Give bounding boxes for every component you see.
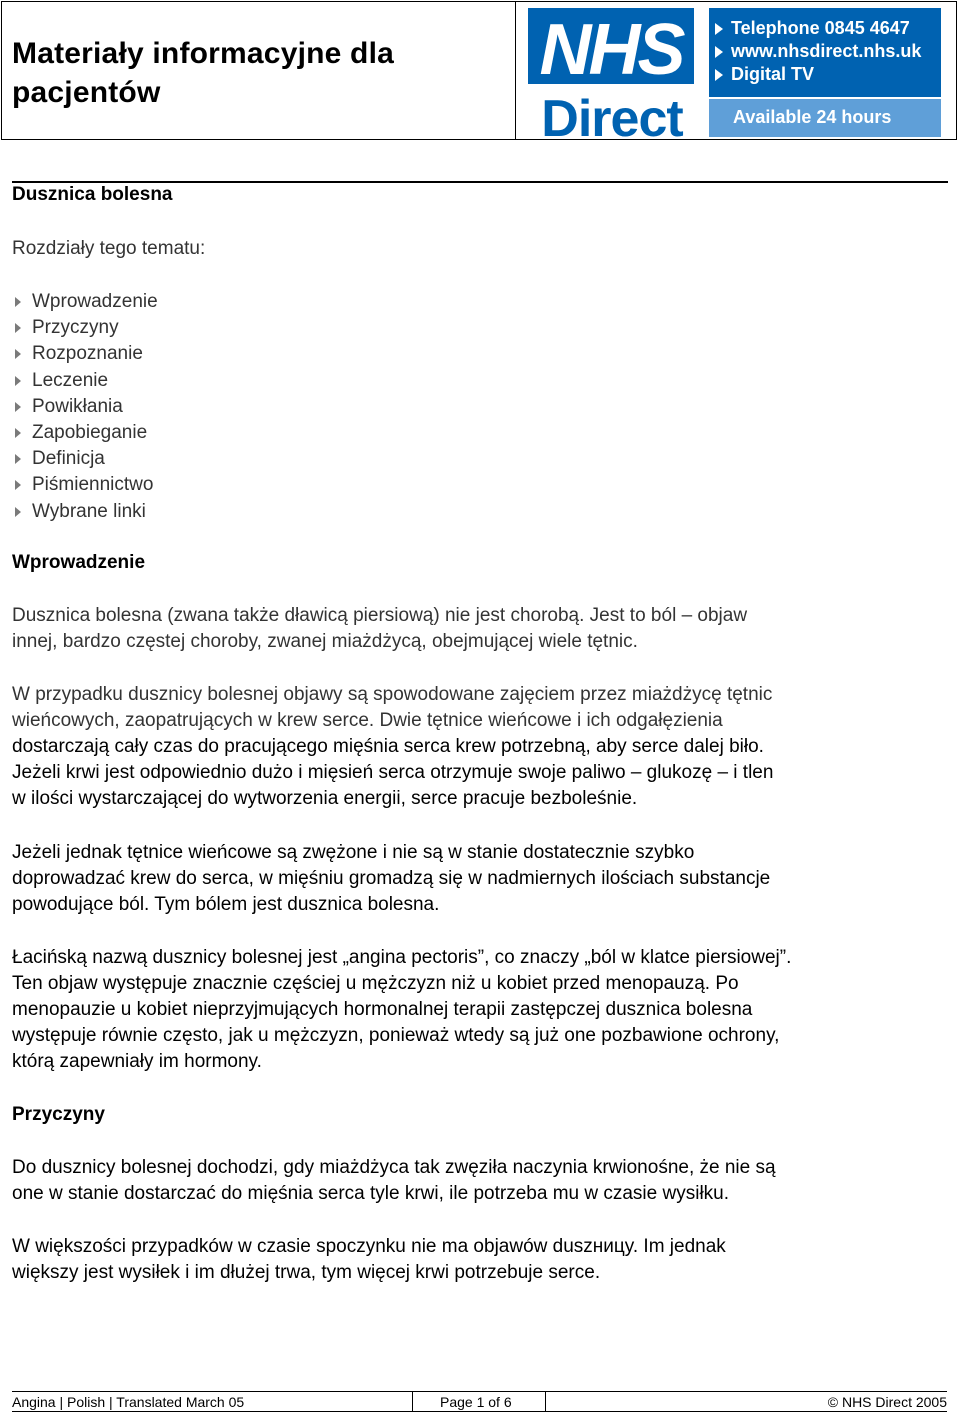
footer-copyright: © NHS Direct 2005 xyxy=(827,1394,947,1410)
toc-item-definicja[interactable]: Definicja xyxy=(12,446,158,472)
bullet-icon xyxy=(15,507,21,517)
direct-logo-text: Direct xyxy=(541,90,683,140)
toc-intro: Rozdziały tego tematu: xyxy=(12,238,206,259)
bullet-icon xyxy=(15,402,21,412)
heading-wprowadzenie: Wprowadzenie xyxy=(12,552,146,573)
bullet-icon xyxy=(15,349,21,359)
toc-item-pismiennictwo[interactable]: Piśmiennictwo xyxy=(12,472,158,498)
arrow-right-icon xyxy=(715,46,723,58)
nhs-direct-logo xyxy=(528,8,700,140)
intro-p4-line: menopauzie u kobiet nieprzyjmujących hormonalnej terapii zastępczej dusznica bolesna xyxy=(12,999,753,1020)
toc-item-przyczyny[interactable]: Przyczyny xyxy=(12,315,158,341)
section-heading: Dusznica bolesna xyxy=(12,184,173,205)
causes-p2-line: W większości przypadków w czasie spoczynku nie ma objawów duszницy. Im jednak xyxy=(12,1236,726,1257)
bullet-icon xyxy=(15,454,21,464)
header-divider xyxy=(515,1,516,139)
intro-p3-line: doprowadzać krew do serca, w mięśniu gromadzą się w nadmiernych ilościach substancje xyxy=(12,868,771,889)
bullet-icon xyxy=(15,297,21,307)
heading-przyczyny: Przyczyny xyxy=(12,1104,105,1125)
toc-list xyxy=(12,289,158,525)
toc-item-wprowadzenie[interactable]: Wprowadzenie xyxy=(12,289,158,315)
page-footer xyxy=(12,1391,947,1412)
intro-p4-line: Łacińską nazwą dusznicy bolesnej jest „angina pectoris”, co znaczy „ból w klatce piersiowej”. xyxy=(12,947,792,968)
intro-p4-line: którą zapewniały im hormony. xyxy=(12,1051,262,1072)
page-title: Materiały informacyjne dla pacjentów xyxy=(12,37,395,109)
bullet-icon xyxy=(15,428,21,438)
contact-website: www.nhsdirect.nhs.uk xyxy=(715,41,921,62)
footer-divider xyxy=(545,1392,546,1411)
toc-item-powiklania[interactable]: Powikłania xyxy=(12,394,158,420)
intro-p1-line: innej, bardzo częstej choroby, zwanej miażdżycą, obejmującej wiele tętnic. xyxy=(12,631,638,652)
availability-text: Available 24 hours xyxy=(733,107,892,127)
arrow-right-icon xyxy=(715,23,723,35)
intro-p2-line: dostarczają cały czas do pracującego mięśnia serca krew potrzebną, aby serce dalej biło. xyxy=(12,736,764,757)
intro-p2-line: W przypadku dusznicy bolesnej objawy są spowodowane zajęciem przez miażdżycę tętnic xyxy=(12,684,773,705)
toc-item-leczenie[interactable]: Leczenie xyxy=(12,368,158,394)
causes-p2-line: większy jest wysiłek i im dłużej trwa, tym więcej krwi potrzebuje serce. xyxy=(12,1262,601,1283)
availability-panel xyxy=(709,99,941,137)
intro-p2-line: Jeżeli krwi jest odpowiednio dużo i mięsień serca otrzymuje swoje paliwo – glukozę – i tlen xyxy=(12,762,774,783)
intro-p3-line: Jeżeli jednak tętnice wieńcowe są zwężone i nie są w stanie dostatecznie szybko xyxy=(12,842,695,863)
footer-left: Angina | Polish | Translated March 05 xyxy=(12,1394,245,1410)
intro-p1-line: Dusznica bolesna (zwana także dławicą piersiową) nie jest chorobą. Jest to ból – objaw xyxy=(12,605,748,626)
contact-panel xyxy=(709,8,941,97)
causes-p1-line: Do dusznicy bolesnej dochodzi, gdy miażdżyca tak zwęziła naczynia krwionośne, że nie są xyxy=(12,1157,776,1178)
bullet-icon xyxy=(15,480,21,490)
arrow-right-icon xyxy=(715,69,723,81)
footer-divider xyxy=(412,1392,413,1411)
contact-telephone: Telephone 0845 4647 xyxy=(715,18,910,39)
nhs-logo-text: NHS xyxy=(539,10,683,90)
intro-p3-line: powodujące ból. Tym bólem jest dusznica bolesna. xyxy=(12,894,440,915)
footer-page-number: Page 1 of 6 xyxy=(440,1394,512,1410)
bullet-icon xyxy=(15,376,21,386)
contact-digital-tv: Digital TV xyxy=(715,64,814,85)
intro-p2-line: w ilości wystarczającej do wytworzenia energii, serce pracuje bezboleśnie. xyxy=(12,788,638,809)
toc-item-zapobieganie[interactable]: Zapobieganie xyxy=(12,420,158,446)
toc-item-rozpoznanie[interactable]: Rozpoznanie xyxy=(12,341,158,367)
bullet-icon xyxy=(15,323,21,333)
causes-p1-line: one w stanie dostarczać do mięśnia serca tyle krwi, ile potrzeba mu w czasie wysiłku. xyxy=(12,1183,730,1204)
intro-p4-line: Ten objaw występuje znacznie częściej u mężczyzn niż u kobiet przed menopauzą. Po xyxy=(12,973,739,994)
intro-p4-line: występuje równie często, jak u mężczyzn, ponieważ wtedy są już one pozbawione ochrony, xyxy=(12,1025,780,1046)
toc-item-wybrane-linki[interactable]: Wybrane linki xyxy=(12,499,158,525)
intro-p2-line: wieńcowych, zaopatrujących w krew serce. Dwie tętnice wieńcowe i ich odgałęzienia xyxy=(12,710,723,731)
